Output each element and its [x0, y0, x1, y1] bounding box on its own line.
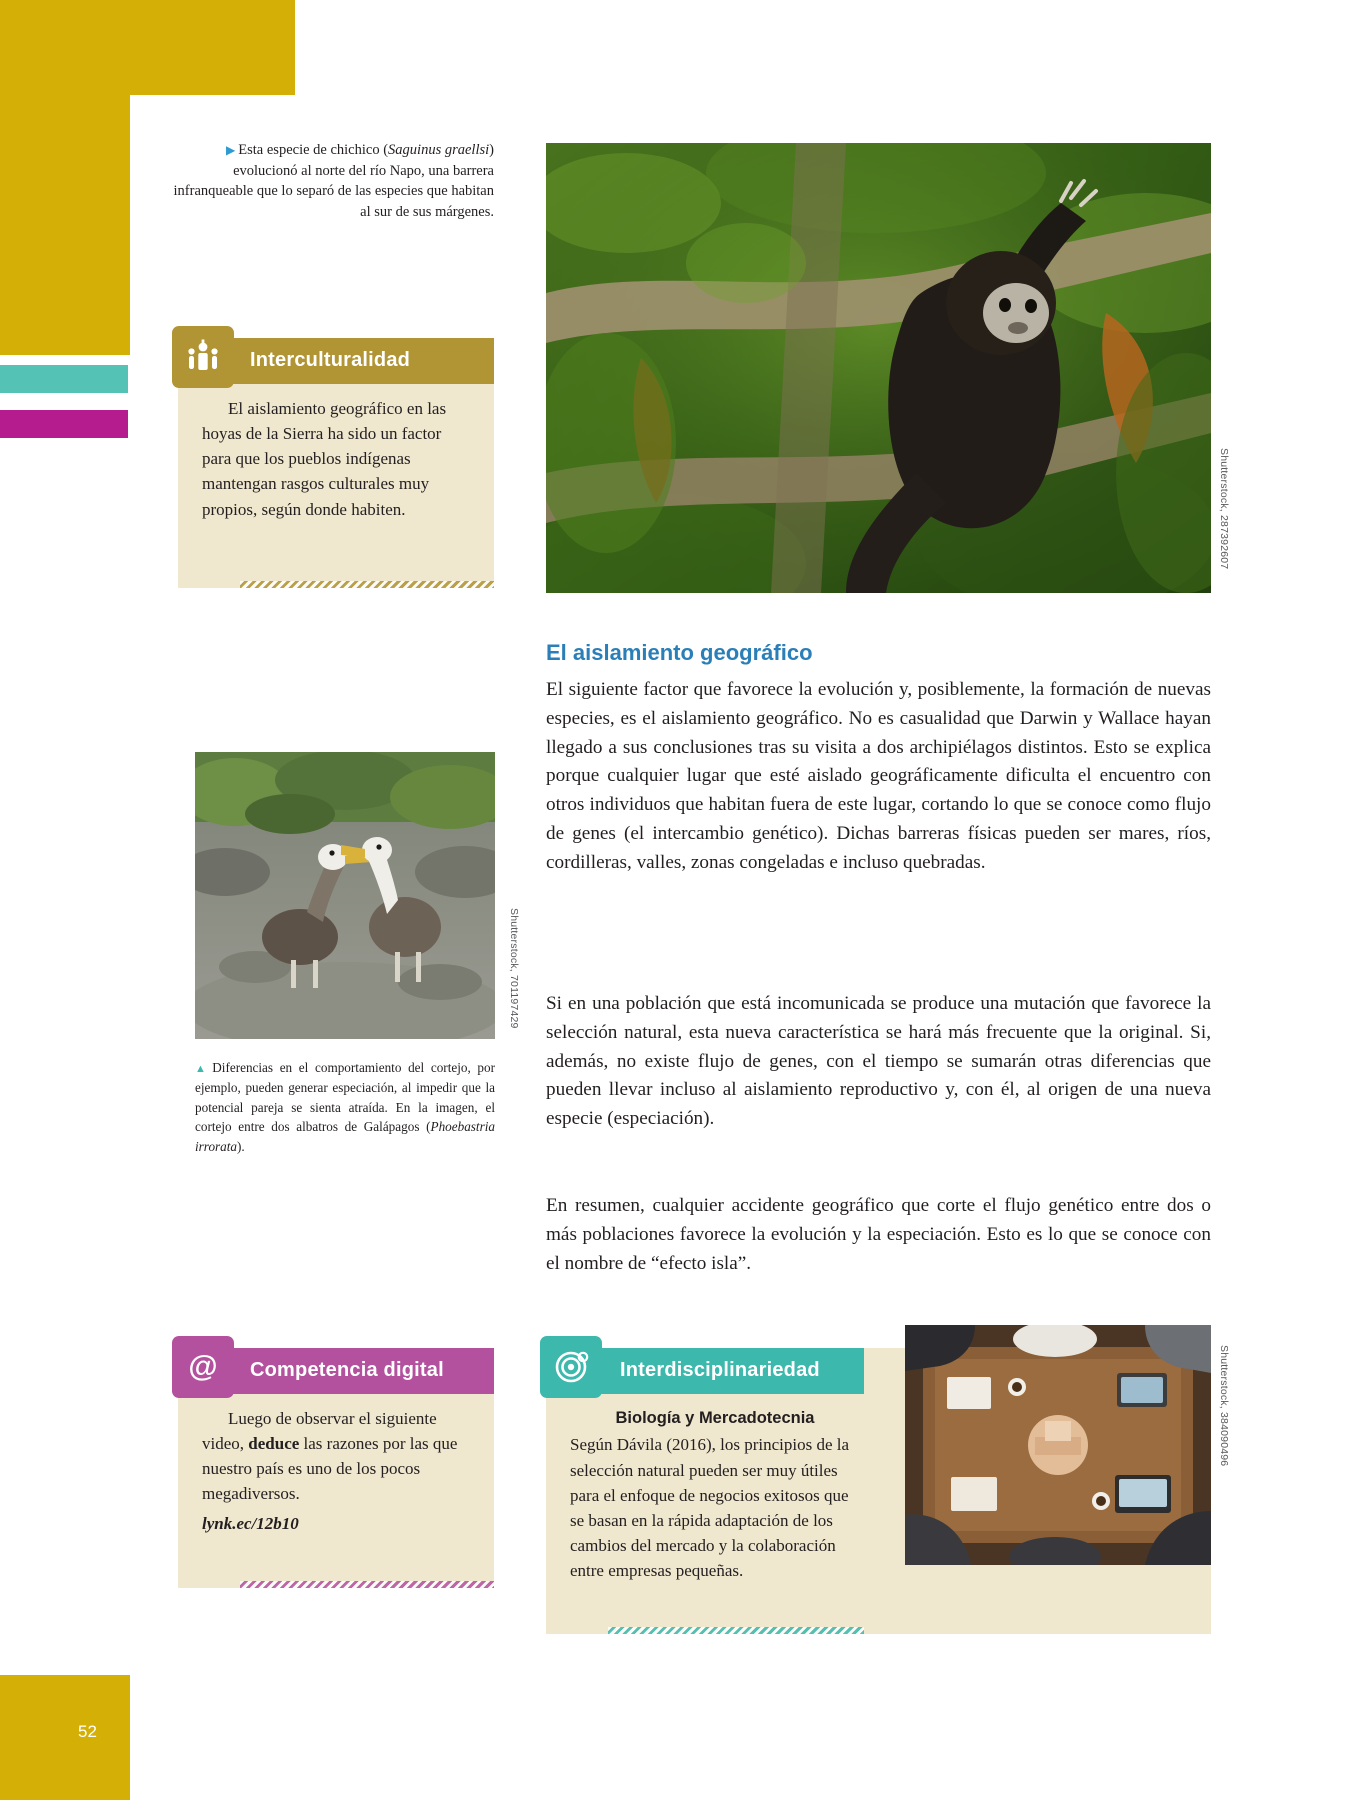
photo-credit-monkey: Shutterstock, 287392607 — [1218, 448, 1230, 570]
caption-monkey-text-1: Esta especie de chichico ( — [238, 142, 389, 158]
caption-albatros — [195, 1058, 495, 1157]
people-culture-icon-svg — [185, 339, 221, 375]
box-title-interculturalidad: Interculturalidad — [250, 348, 411, 371]
caption-albatros-text-1: Diferencias en el comportamiento del cortejo, por ejemplo, pueden generar especiación, al impedir que la potencial pareja se sienta atraída. En la imagen, el cortejo entre dos albatros de Galápagos ( — [195, 1060, 496, 1135]
box-interculturalidad — [178, 338, 494, 588]
caption-monkey — [172, 140, 494, 222]
box-competencia-digital — [178, 1348, 494, 1588]
box-header — [178, 338, 494, 382]
box-title-interdisciplinariedad: Interdisciplinariedad — [620, 1358, 820, 1381]
photo-credit-albatros: Shutterstock, 701197429 — [508, 908, 520, 1029]
box-title-competencia-digital: Competencia digital — [250, 1358, 444, 1381]
body-paragraph-1: El siguiente factor que favorece la evolución y, posiblemente, la formación de nuevas especies, es el aislamiento geográfico. No es casualidad que Darwin y Wallace hayan llegado a sus conclusiones tras su visita a dos archipiélagos distintos. Esto se explica porque cualquier lugar que esté aislado geográficamente dificulta el encuentro con otros individuos que habitan fuera de este lugar, cortando lo que se conoce como flujo de genes (el intercambio genético). Dichas barreras físicas pueden ser mares, ríos, cordilleras, valles, zonas congeladas e incluso quebradas. — [546, 679, 1211, 873]
caption-albatros-species: Phoebastria irrorata — [195, 1119, 495, 1155]
page-number: 52 — [78, 1722, 97, 1741]
decor-teal-bar — [0, 365, 128, 393]
box-header — [178, 1348, 494, 1392]
caption-monkey-text-2: ) evolucionó al norte del río Napo, una barrera infranqueable que lo separó de las especies que habitan al sur de sus márgenes. — [173, 142, 494, 220]
photo-business-meeting — [905, 1325, 1211, 1565]
video-link[interactable]: lynk.ec/12b10 — [202, 1513, 299, 1533]
albatros-illustration — [195, 752, 495, 1039]
decor-yellow-block-top — [0, 0, 295, 95]
photo-albatros-galapagos — [195, 752, 495, 1039]
caption-monkey-species: Saguinus graellsi — [388, 142, 490, 158]
box-body-interculturalidad — [178, 382, 494, 542]
box-header-zigzag — [240, 1581, 494, 1588]
decor-yellow-column — [0, 95, 130, 355]
box-body-text-part1: Luego de observar el siguiente video, — [202, 1409, 437, 1454]
box-subheading: Biología y Mercadotecnia — [615, 1409, 815, 1427]
box-header-zigzag — [608, 1627, 864, 1634]
decor-magenta-bar — [0, 410, 128, 438]
photo-credit-meeting: Shutterstock, 384090496 — [1218, 1345, 1230, 1467]
caption-albatros-text-2: ). — [237, 1139, 245, 1155]
box-body-text-part2: las razones por las que nuestro país es uno de los pocos megadiversos. — [202, 1434, 458, 1504]
caption-arrow-icon: ▶ — [226, 143, 236, 157]
box-body-competencia-digital — [178, 1392, 494, 1556]
box-body-text-bold: deduce — [248, 1434, 300, 1454]
box-body-text: Según Dávila (2016), los principios de la selección natural pueden ser muy útiles para el enfoque de negocios exitosos que se basan en la rápida adaptación de los cambios del mercado y la colaboración entre empresas pequeñas. — [570, 1435, 850, 1581]
body-paragraph-3: En resumen, cualquier accidente geográfico que corte el flujo genético entre dos o más poblaciones favorece la evolución y la especiación. Esto es lo que se conoce con el nombre de “efecto isla”. — [546, 1195, 1211, 1274]
section-heading: El aislamiento geográfico — [546, 640, 813, 665]
target-rings-icon-svg — [552, 1348, 590, 1386]
body-paragraph-2: Si en una población que está incomunicada se produce una mutación que favorece la selección natural, esta nueva característica se hará más frecuente que la original. Si, además, no existe flujo de genes, con el tiempo se sumarán otras diferencias que pueden llevar incluso al aislamiento reproductivo y, con él, al origen de una nueva especie (especiación). — [546, 993, 1211, 1130]
box-body-text: El aislamiento geográfico en las hoyas de la Sierra ha sido un factor para que los pueblos indígenas mantengan rasgos culturales muy propios, según donde habiten. — [202, 399, 447, 519]
target-rings-icon — [540, 1336, 602, 1398]
meeting-illustration — [905, 1325, 1211, 1565]
decor-yellow-block-bottom — [0, 1675, 130, 1800]
at-sign-icon: @ — [172, 1336, 234, 1398]
monkey-illustration — [546, 143, 1211, 593]
people-culture-icon — [172, 326, 234, 388]
box-header-zigzag — [240, 581, 494, 588]
box-body-interdisciplinariedad — [546, 1392, 880, 1603]
caption-arrow-up-icon: ▲ — [195, 1063, 210, 1075]
photo-chichico-monkey — [546, 143, 1211, 593]
